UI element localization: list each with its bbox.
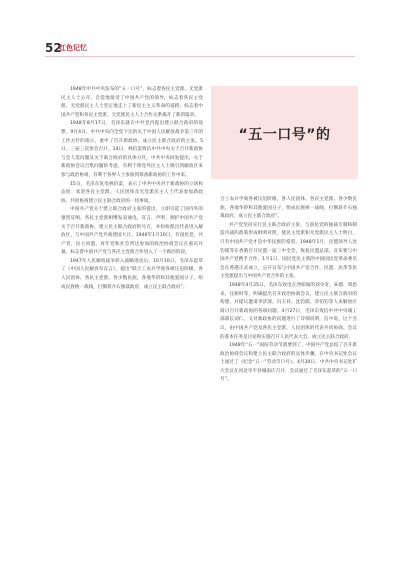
left-paragraph-4: 中国共产党关于建立联合政府主张的提出，立即引起了国内外的强烈反响。各民主党派相继发表通电、宣言、声明，拥护中国共产党关于召开新政协、建立民主联合政府的号召，并纷纷派出代表进入解放区，与中国共产党共商建国大计。1946年1月10日，有国民党、共产党、民主同盟、青年党和社会贤达参加的政治协商会议在重庆开幕，标志着中国共产党与各民主党派合作进入了一个新的阶段。 (61, 207, 203, 256)
left-paragraph-2: 1948年8月17日，毛泽东就在中共党内提出建立联合政府的设想。9月4日，中共中央向全党下达的关于中国人民解放战争第三年的工作方针的指示，重申了召开新政协、成立民主联合政府的主张。5日、三届三次参会召开。14日，林伯渠致信中共中央关于召开新政协与会人选问题及关于联合政府的具体方针。中共中央回复提出，关于新政协会议召集问题的考虑，有利于将党外民主人士吸引到解放区来参与政治协商，有利于各界人士参加到筹备新政协的工作中来。 (61, 121, 203, 178)
right-paragraph-3: 1948年4月25日，毛泽东致电在西柏坡的刘少奇、朱德、周恩来、任弼时等，明确提出召开政治协商会议，建立民主联合政府的构想，并提议邀请李济深、冯玉祥、沈钧儒、章伯钧等人来解放区商讨召开新政协的各项问题。4月27日，毛泽东致信中共中央城工部部长刘仁，又对新政协的问题进行了详细说明，信中说，这个会议，由中国共产党及各民主党派、人民团体的代表共同协商。会议的基本任务是讨论和实施召开人民代表大会、成立民主联合政府。 (220, 282, 357, 340)
left-paragraph-5: 1947年人民解放战争转入战略进攻后，10月10日，毛泽东起草了《中国人民解放军宣言》，提出“联合工农兵学商各被压迫阶级、各人民团体、各民主党派、各少数民族、各地华侨和其他爱国分子，组成民族统一战线，打倒蒋介石独裁政府，成立民主联合政府”。 (61, 258, 203, 290)
right-column (220, 196, 357, 385)
header-divider (45, 56, 355, 57)
article-title: “五一口号”的 (238, 127, 331, 143)
right-paragraph-4: 1948年“五一”国际劳动节就要到了，中国共产党总结了召开新政治协商会议和建立民主联合政府的具体步骤，在中央书记处会议上通过了《纪念“五一”劳动节口号》。4月30日，中共中央书记处扩大会议在河北阜平县城南庄召开，会议通过了毛泽东起草的“五一口号”。 (220, 343, 357, 383)
left-paragraph-3: 15日，毛泽东复电林伯渠，表示了中共中央对于新政协的立场和态度：欢迎各民主党派、人民团体及无党派民主人士代表参加新政协、共同协商建立民主联合政府的一切事项。 (61, 181, 203, 204)
title-panel (211, 86, 358, 179)
left-column (61, 86, 203, 292)
left-paragraph-1: 1948年中共中央发布的“五一口号”，标志着各民主党派、无党派民主人士公开、自觉地接受了中国共产党的领导，标志着各民主党派、无党派民主人士坚定地走上了新民主主义革命的道路，标志着中国共产党和各民主党派、无党派民主人士合作关系揭开了新的篇章。 (61, 87, 203, 118)
right-paragraph-2: 共产党坚持实行民主联合政府主张，与国民党的独裁专制和制造内战的政策形成鲜明对照，使民主党派和无党派民主人士明白，只有中国共产党才是中华民族的希望。1948年1月，民盟领导人沈钧儒等在香港召开民盟一届三中全会，恢复民盟总部，宣布要与中国共产党携手合作。1月1日，国民党民主派的中国国民党革命委员会在香港正式成立，公开宣布与中国共产党合作，民盟、民革等民主党派提出与中国共产党合作的主张。 (220, 222, 357, 280)
right-paragraph-1: 合工农兵学商各被压迫阶级、各人民团体、各民主党派、各少数民族、各地华侨和其他爱国分子，组成民族统一战线，打倒蒋介石独裁政府，成立民主联合政府”。 (220, 197, 357, 220)
page-number: 52 (45, 41, 62, 55)
section-tag: 红色记忆 (59, 44, 87, 52)
